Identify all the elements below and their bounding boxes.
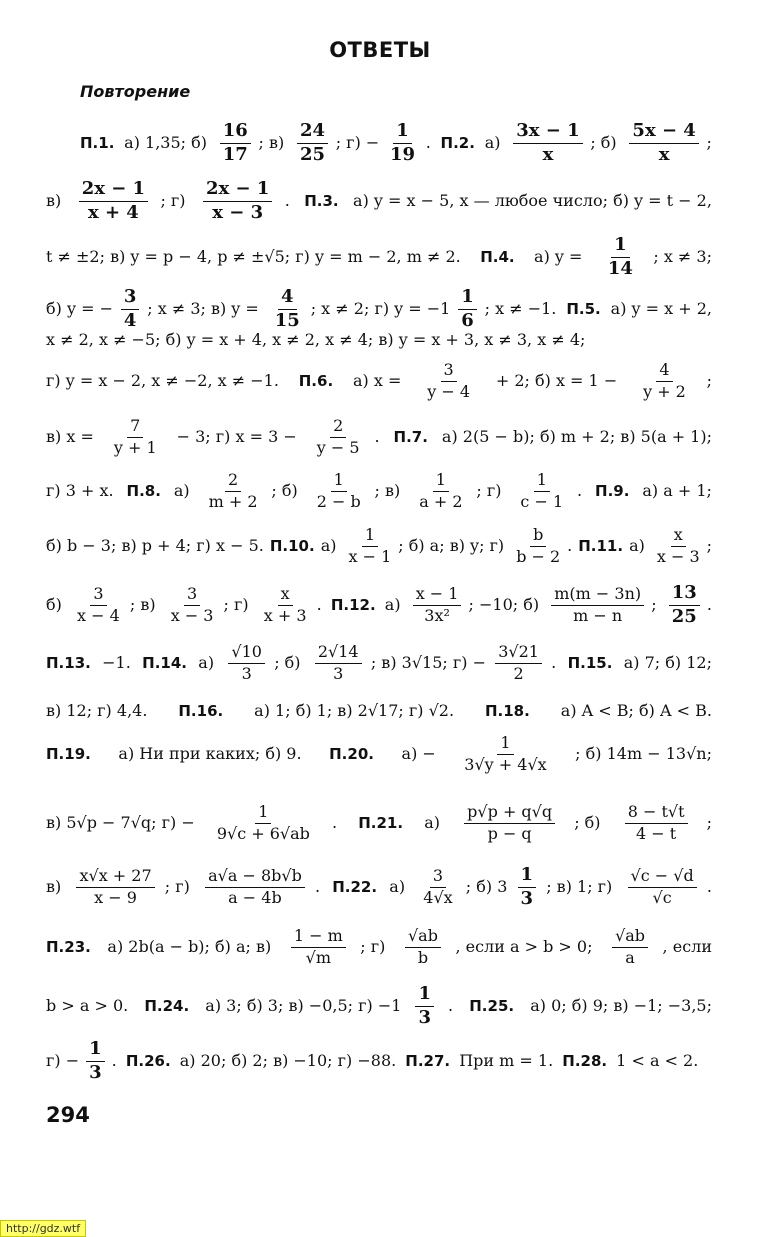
- answer-text: ; в): [374, 481, 406, 501]
- fraction: [346, 527, 395, 566]
- problem-label: П.21.: [358, 813, 404, 832]
- problem-label-wrap: [329, 744, 374, 763]
- answer-text: в) 5√p − 7√q; г) −: [46, 813, 195, 833]
- fraction: [168, 586, 217, 625]
- problem-label: П.6.: [298, 371, 334, 390]
- fraction: [416, 472, 465, 511]
- problem-label: П.23.: [46, 937, 91, 956]
- problem-label: П.24.: [144, 996, 190, 1015]
- fraction-denominator: 4√x: [423, 887, 453, 907]
- answer-text: а) −: [396, 744, 436, 764]
- problem-label-wrap: [126, 481, 161, 500]
- problem-label-wrap: [440, 133, 475, 152]
- fraction-denominator: 15: [274, 309, 300, 331]
- fraction-denominator: 3: [418, 1006, 431, 1028]
- fraction-numerator: b: [530, 527, 546, 547]
- fraction-numerator: 13: [669, 584, 700, 606]
- answer-text: ;: [706, 371, 712, 391]
- fraction: [413, 586, 462, 625]
- answer-text: ; x ≠ −1.: [484, 299, 562, 319]
- answer-text: а): [315, 536, 342, 556]
- problem-label-wrap: [567, 653, 613, 672]
- fraction-numerator: x√x + 27: [76, 868, 154, 888]
- problem-label: П.19.: [46, 744, 91, 763]
- problem-label: П.11.: [578, 536, 624, 555]
- answer-text: ; б) 14m − 13√n;: [575, 744, 712, 764]
- fraction-denominator: a − 4b: [228, 887, 282, 907]
- fraction-numerator: √ab: [405, 928, 441, 948]
- fraction: [205, 868, 305, 907]
- fraction-denominator: x − 9: [94, 887, 137, 907]
- fraction: [314, 418, 363, 457]
- fraction-numerator: 2: [330, 418, 346, 438]
- fraction-denominator: x + 4: [87, 201, 139, 223]
- answer-line: [46, 288, 712, 331]
- fraction-denominator: c − 1: [520, 491, 564, 511]
- fraction-numerator: x − 1: [413, 586, 462, 606]
- fraction-denominator: x − 3: [170, 605, 214, 625]
- fraction-denominator: 3: [333, 663, 344, 683]
- answer-line: [80, 122, 712, 165]
- fraction-denominator: √m: [305, 947, 331, 967]
- answer-text: а): [384, 877, 411, 897]
- problem-label-wrap: [144, 996, 190, 1015]
- fraction: [272, 288, 303, 331]
- answer-text: а) y = x + 2,: [605, 299, 712, 319]
- section-heading: Повторение: [80, 82, 191, 101]
- fraction-numerator: 1: [497, 735, 513, 755]
- fraction: [517, 472, 566, 511]
- problem-label: П.26.: [125, 1051, 171, 1070]
- answer-line: [46, 584, 712, 627]
- answer-text: а) a + 1;: [637, 481, 712, 501]
- answer-text: ; б): [574, 813, 606, 833]
- answer-text: а) 20; б) 2; в) −10; г) −88.: [174, 1051, 402, 1071]
- fraction-denominator: 3: [520, 887, 534, 909]
- answer-text: б): [46, 595, 67, 615]
- answer-text: − 3; г) x = 3 −: [171, 427, 302, 447]
- answer-text: ; г): [160, 191, 191, 211]
- fraction-numerator: a√a − 8b√b: [205, 868, 305, 888]
- page-number: 294: [46, 1103, 90, 1127]
- fraction-denominator: x − 4: [77, 605, 120, 625]
- answer-text: ;: [706, 133, 712, 153]
- fraction-denominator: 2 − b: [316, 491, 361, 511]
- answer-text: ; г): [360, 937, 391, 957]
- problem-label-wrap: [46, 653, 91, 672]
- answer-text: а): [419, 813, 446, 833]
- problem-label-wrap: [304, 191, 339, 210]
- fraction-denominator: a: [625, 947, 635, 967]
- answer-text: а): [379, 595, 406, 615]
- problem-label-wrap: [298, 371, 334, 390]
- fraction-numerator: x: [671, 527, 686, 547]
- fraction: [214, 804, 313, 843]
- fraction-denominator: a + 2: [419, 491, 463, 511]
- answer-line: [46, 472, 712, 511]
- answer-text: 1 < a < 2.: [611, 1051, 699, 1071]
- fraction-numerator: 2: [225, 472, 241, 492]
- fraction-numerator: 2x − 1: [203, 180, 272, 202]
- problem-label: П.13.: [46, 653, 91, 672]
- fraction: [220, 122, 251, 165]
- fraction: [297, 122, 328, 165]
- fraction-numerator: 2√14: [315, 644, 362, 664]
- problem-label: П.4.: [480, 247, 515, 266]
- problem-label: П.27.: [405, 1051, 451, 1070]
- fraction-numerator: 3: [121, 288, 140, 310]
- answer-line: [46, 236, 712, 279]
- answer-text: а) 3; б) 3; в) −0,5; г) −1: [200, 996, 402, 1016]
- fraction: [405, 928, 441, 967]
- fraction: [291, 928, 346, 967]
- fraction-denominator: 25: [671, 605, 697, 627]
- answer-text: b > a > 0.: [46, 996, 134, 1016]
- fraction-denominator: 3x²: [424, 605, 450, 625]
- answer-text: ; г) −: [335, 133, 380, 153]
- fraction-denominator: y + 2: [643, 381, 686, 401]
- fraction-denominator: x + 3: [263, 605, 307, 625]
- answer-text: а) y = x − 5, x — любое число; б) y = t − 2,: [347, 191, 712, 211]
- problem-label: П.2.: [440, 133, 475, 152]
- fraction-denominator: 14: [607, 257, 633, 279]
- answer-text: .: [577, 481, 588, 501]
- answer-text: .: [706, 595, 712, 615]
- answer-text: .: [567, 536, 578, 556]
- fraction-denominator: y + 1: [113, 437, 157, 457]
- problem-label: П.14.: [142, 653, 187, 672]
- answer-line: [46, 866, 712, 909]
- problem-label: П.9.: [595, 481, 630, 500]
- fraction: [121, 288, 140, 331]
- problem-label: П.25.: [469, 996, 515, 1015]
- answer-text: ; б) a; в) y; г): [398, 536, 510, 556]
- fraction-numerator: 1: [534, 472, 550, 492]
- answer-text: б) b − 3; в) p + 4; г) x − 5.: [46, 536, 269, 556]
- answer-text: а) 1; б) 1; в) 2√17; г) √2.: [249, 701, 460, 720]
- fraction-denominator: m − n: [573, 605, 623, 625]
- answer-text: , если: [662, 937, 712, 957]
- answer-text: , если a > b > 0;: [455, 937, 598, 957]
- answer-text: г) 3 + x.: [46, 481, 119, 501]
- answer-text: ; г): [476, 481, 507, 501]
- problem-label-wrap: [330, 595, 376, 614]
- answer-text: а) A < B; б) A < B.: [555, 701, 712, 720]
- answer-text: в) x =: [46, 427, 99, 447]
- answer-line: [46, 735, 712, 774]
- fraction-denominator: y − 4: [427, 381, 470, 401]
- fraction: [424, 362, 473, 401]
- answer-text: .: [314, 877, 326, 897]
- problem-label: П.8.: [126, 481, 161, 500]
- problem-label-wrap: [562, 1051, 608, 1070]
- fraction-denominator: 2: [513, 663, 524, 683]
- fraction-numerator: √10: [228, 644, 265, 664]
- fraction-denominator: x − 3: [656, 546, 700, 566]
- answer-line: [46, 527, 712, 566]
- answer-text: .: [448, 996, 459, 1016]
- answer-text: .: [551, 653, 562, 673]
- fraction-denominator: y − 5: [316, 437, 360, 457]
- fraction: [415, 985, 434, 1028]
- answer-line: [46, 985, 712, 1028]
- problem-label: П.15.: [567, 653, 613, 672]
- answer-line: [46, 1040, 712, 1083]
- answer-text: ; x ≠ 3;: [653, 247, 712, 267]
- problem-label: П.12.: [330, 595, 376, 614]
- fraction-denominator: 3: [241, 663, 252, 683]
- answer-text: ; б) 3: [465, 877, 508, 897]
- fraction-numerator: 1: [86, 1040, 105, 1062]
- fraction: [461, 735, 549, 774]
- problem-label: П.20.: [329, 744, 374, 763]
- problem-label-wrap: [125, 1051, 171, 1070]
- fraction-numerator: 3: [441, 362, 457, 382]
- fraction-denominator: p − q: [487, 823, 532, 843]
- fraction: [315, 644, 362, 683]
- answer-text: ; г): [223, 595, 254, 615]
- problem-label-wrap: [566, 299, 601, 318]
- fraction: [551, 586, 644, 625]
- fraction: [458, 288, 477, 331]
- problem-label-wrap: [142, 653, 187, 672]
- answer-text: а) x =: [347, 371, 407, 391]
- answer-line: [46, 180, 712, 223]
- fraction-numerator: 1: [415, 985, 434, 1007]
- fraction-numerator: p√p + q√q: [464, 804, 555, 824]
- answer-text: −1.: [97, 653, 136, 673]
- fraction-denominator: 3: [89, 1061, 102, 1083]
- problem-label-wrap: [484, 701, 530, 720]
- answer-text: ;: [706, 536, 712, 556]
- problem-label-wrap: [332, 877, 378, 896]
- fraction-numerator: 7: [127, 418, 143, 438]
- fraction: [625, 804, 688, 843]
- answer-text: ;: [651, 595, 662, 615]
- answer-text: а) 1,35; б): [119, 133, 213, 153]
- problem-label-wrap: [46, 744, 91, 763]
- fraction: [612, 928, 648, 967]
- fraction-numerator: m(m − 3n): [551, 586, 644, 606]
- problem-label-wrap: [578, 536, 624, 555]
- fraction-numerator: 1 − m: [291, 928, 346, 948]
- problem-label-wrap: [358, 813, 404, 832]
- answer-text: ; г): [164, 877, 195, 897]
- fraction-denominator: 4: [123, 309, 137, 331]
- problem-label: П.10.: [269, 536, 315, 555]
- answer-text: t ≠ ±2; в) y = p − 4, p ≠ ±√5; г) y = m − 2, m ≠ 2.: [46, 247, 466, 267]
- fraction: [654, 527, 703, 566]
- fraction-denominator: x − 3: [212, 201, 264, 223]
- problem-label: П.22.: [332, 877, 378, 896]
- answer-text: а) Ни при каких; б) 9.: [113, 744, 307, 764]
- problem-label-wrap: [480, 247, 515, 266]
- problem-label-wrap: [595, 481, 630, 500]
- fraction: [86, 1040, 105, 1083]
- answer-text: в): [46, 191, 67, 211]
- fraction: [629, 122, 698, 165]
- problem-label: П.16.: [178, 701, 224, 720]
- fraction: [228, 644, 265, 683]
- answer-text: .: [706, 877, 712, 897]
- answer-text: ; x ≠ 2; г) y = −1: [310, 299, 451, 319]
- answer-text: ; б): [590, 133, 622, 153]
- fraction: [495, 644, 542, 683]
- answer-text: а) 0; б) 9; в) −1; −3,5;: [525, 996, 712, 1016]
- fraction: [513, 527, 563, 566]
- fraction-numerator: 5x − 4: [629, 122, 698, 144]
- fraction: [513, 122, 582, 165]
- answer-line: [46, 928, 712, 967]
- watermark-link[interactable]: http://gdz.wtf: [0, 1220, 86, 1237]
- answer-text: + 2; б) x = 1 −: [490, 371, 623, 391]
- fraction-denominator: 19: [389, 143, 416, 165]
- answer-text: .: [425, 133, 436, 153]
- fraction-numerator: 1: [393, 122, 412, 144]
- fraction-denominator: 9√c + 6√ab: [216, 823, 310, 843]
- fraction-denominator: x − 1: [348, 546, 392, 566]
- problem-label-wrap: [46, 937, 91, 956]
- fraction-numerator: 4: [656, 362, 672, 382]
- answer-text: а): [479, 133, 506, 153]
- fraction-denominator: 25: [299, 143, 326, 165]
- answer-text: При m = 1.: [454, 1051, 559, 1071]
- fraction-denominator: x: [542, 143, 554, 165]
- fraction-numerator: 1: [611, 236, 630, 258]
- answer-text: ; в) 1; г): [546, 877, 618, 897]
- fraction-denominator: b: [417, 947, 429, 967]
- fraction: [605, 236, 636, 279]
- fraction: [76, 868, 154, 907]
- problem-label: П.18.: [484, 701, 530, 720]
- fraction: [518, 866, 537, 909]
- fraction-numerator: 3x − 1: [513, 122, 582, 144]
- fraction: [669, 584, 700, 627]
- fraction: [203, 180, 272, 223]
- fraction-numerator: 1: [362, 527, 378, 547]
- answer-text: .: [111, 1051, 122, 1071]
- fraction-numerator: 1: [458, 288, 477, 310]
- fraction: [464, 804, 555, 843]
- fraction-denominator: x: [658, 143, 670, 165]
- answer-text: .: [284, 191, 295, 211]
- fraction-denominator: m + 2: [208, 491, 258, 511]
- fraction-numerator: 1: [433, 472, 449, 492]
- fraction-numerator: 16: [220, 122, 251, 144]
- fraction-numerator: 1: [255, 804, 271, 824]
- answer-text: ; б): [271, 481, 303, 501]
- fraction: [74, 586, 123, 625]
- fraction-numerator: 8 − t√t: [625, 804, 688, 824]
- fraction-denominator: b − 2: [516, 546, 561, 566]
- answer-line: [46, 703, 712, 719]
- fraction-numerator: √c − √d: [628, 868, 697, 888]
- answer-text: .: [331, 813, 343, 833]
- answer-line: [46, 644, 712, 683]
- answer-line: [46, 804, 712, 843]
- answer-text: а) 7; б) 12;: [618, 653, 712, 673]
- fraction-numerator: 3: [90, 586, 106, 606]
- answer-text: а) y =: [528, 247, 588, 267]
- problem-label-wrap: [80, 133, 115, 152]
- answer-text: ; x ≠ 3; в) y =: [147, 299, 264, 319]
- problem-label-wrap: [178, 701, 224, 720]
- answer-line: [46, 332, 712, 348]
- answer-text: ; −10; б): [468, 595, 545, 615]
- fraction-numerator: 1: [331, 472, 347, 492]
- answer-line: [46, 362, 712, 401]
- fraction-denominator: 6: [461, 309, 474, 331]
- answer-text: а) 2(5 − b); б) m + 2; в) 5(a + 1);: [436, 427, 712, 447]
- fraction-numerator: 1: [518, 866, 537, 888]
- fraction: [387, 122, 418, 165]
- answer-text: ;: [706, 813, 712, 833]
- fraction: [420, 868, 455, 907]
- fraction: [261, 586, 310, 625]
- fraction-numerator: 3√21: [495, 644, 542, 664]
- fraction-numerator: 4: [278, 288, 297, 310]
- answer-text: ; в): [129, 595, 161, 615]
- answer-text: а): [193, 653, 220, 673]
- answer-text: ; б): [274, 653, 306, 673]
- problem-label-wrap: [269, 536, 315, 555]
- answer-text: а) 2b(a − b); б) a; в): [102, 937, 277, 957]
- problem-label-wrap: [469, 996, 515, 1015]
- fraction-numerator: x: [278, 586, 293, 606]
- problem-label: П.3.: [304, 191, 339, 210]
- problem-label: П.1.: [80, 133, 115, 152]
- fraction: [79, 180, 148, 223]
- answer-text: .: [374, 427, 385, 447]
- fraction-denominator: 3√y + 4√x: [464, 754, 547, 774]
- answer-text: x ≠ 2, x ≠ −5; б) y = x + 4, x ≠ 2, x ≠ 4; в) y = x + 3, x ≠ 3, x ≠ 4;: [46, 330, 586, 349]
- problem-label: П.28.: [562, 1051, 608, 1070]
- fraction: [206, 472, 261, 511]
- answer-text: ; в): [258, 133, 290, 153]
- fraction: [314, 472, 364, 511]
- fraction-numerator: 24: [297, 122, 328, 144]
- fraction-numerator: 3: [430, 868, 446, 888]
- problem-label: П.7.: [393, 427, 428, 446]
- fraction-numerator: 3: [184, 586, 200, 606]
- fraction-denominator: 4 − t: [636, 823, 677, 843]
- answer-text: г) y = x − 2, x ≠ −2, x ≠ −1.: [46, 371, 284, 391]
- page-title: ОТВЕТЫ: [329, 38, 431, 62]
- problem-label: П.5.: [566, 299, 601, 318]
- answer-text: г) −: [46, 1051, 80, 1071]
- answer-text: в): [46, 877, 67, 897]
- answer-text: б) y = −: [46, 299, 113, 319]
- fraction: [640, 362, 689, 401]
- problem-label-wrap: [393, 427, 428, 446]
- fraction: [628, 868, 697, 907]
- answer-text: ; в) 3√15; г) −: [370, 653, 486, 673]
- fraction-numerator: 2x − 1: [79, 180, 148, 202]
- answer-text: в) 12; г) 4,4.: [46, 701, 153, 720]
- answer-line: [46, 418, 712, 457]
- fraction-numerator: √ab: [612, 928, 648, 948]
- fraction-denominator: 17: [222, 143, 248, 165]
- fraction-denominator: √c: [652, 887, 672, 907]
- answer-text: а): [168, 481, 195, 501]
- fraction: [111, 418, 160, 457]
- problem-label-wrap: [405, 1051, 451, 1070]
- answer-text: .: [316, 595, 327, 615]
- answer-text: а): [624, 536, 650, 556]
